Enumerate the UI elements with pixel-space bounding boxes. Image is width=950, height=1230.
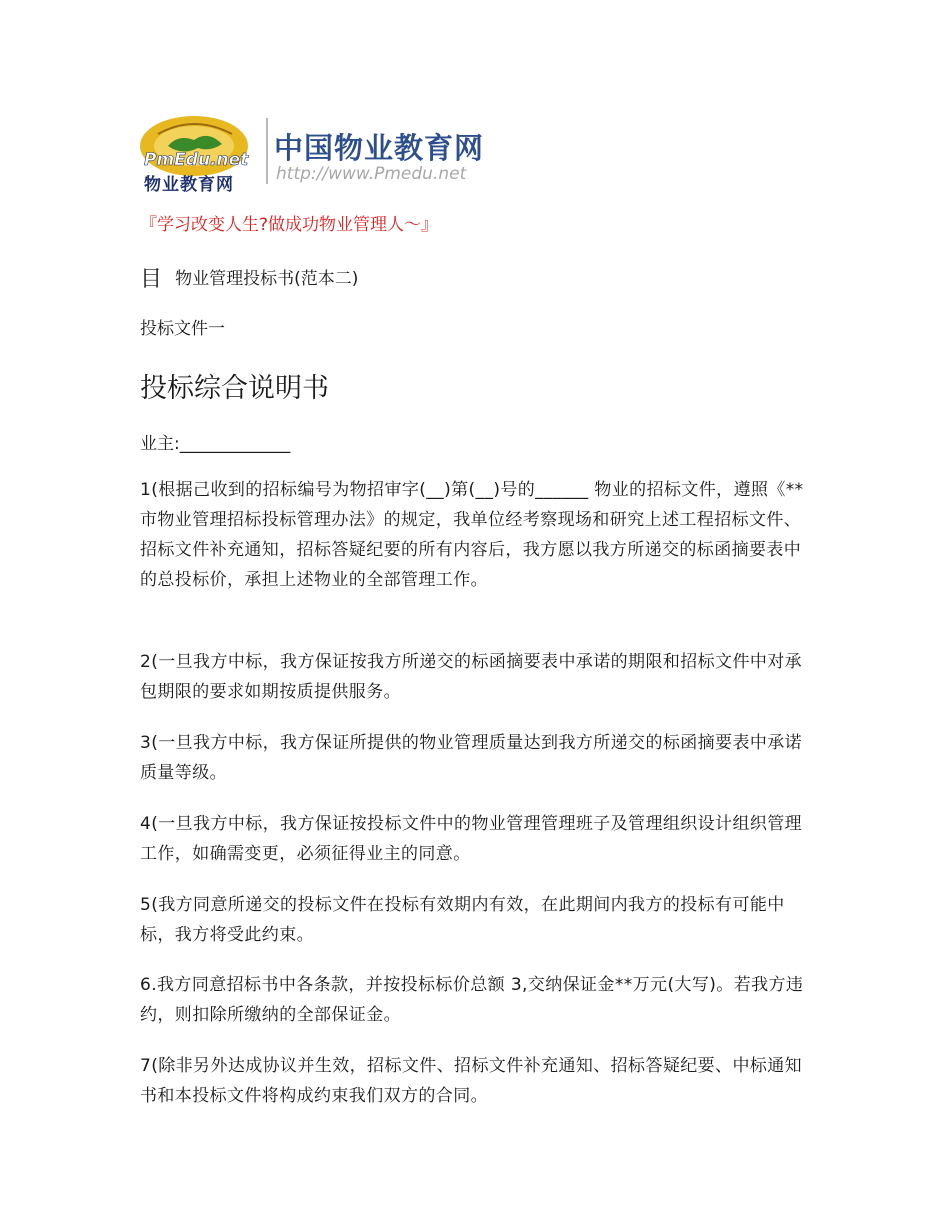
paragraph-6: 6.我方同意招标书中各条款，并按投标标价总额 3,交纳保证金**万元(大写)。若我方违约，则扣除所缴纳的全部保证金。 [140, 975, 804, 1025]
paragraph-5: 5(我方同意所递交的投标文件在投标有效期内有效，在此期间内我方的投标有可能中标，我方将受此约束。 [140, 895, 785, 945]
page-title: 投标综合说明书 [140, 373, 329, 404]
logo-divider [266, 118, 268, 184]
toc-title: 物业管理投标书(范本二) [175, 269, 359, 289]
paragraph-4: 4(一旦我方中标，我方保证按投标文件中的物业管理管理班子及管理组织设计组织管理工作，如确需变更，必须征得业主的同意。 [140, 814, 803, 864]
toc-line [140, 262, 358, 293]
file-label: 投标文件一 [140, 319, 225, 339]
logo-url: http://www.Pmedu.net [276, 164, 467, 184]
badge-cn-text: 物业教育网 [144, 175, 234, 195]
paragraph-2: 2(一旦我方中标，我方保证按我方所递交的标函摘要表中承诺的期限和招标文件中对承包期限的要求如期按质提供服务。 [140, 652, 803, 702]
owner-line: 业主:_____________ [140, 434, 291, 454]
badge-en-text: PmEdu.net [144, 150, 249, 170]
paragraph-7: 7(除非另外达成协议并生效，招标文件、招标文件补充通知、招标答疑纪要、中标通知书和本投标文件将构成约束我们双方的合同。 [140, 1056, 803, 1106]
toc-mark: 目 [140, 267, 163, 292]
site-logo [138, 112, 485, 195]
paragraph-3: 3(一旦我方中标，我方保证所提供的物业管理质量达到我方所递交的标函摘要表中承诺质量等级。 [140, 733, 803, 783]
paragraph-1: 1(根据己收到的招标编号为物招审字(__)第(__)号的______ 物业的招标文件，遵照《**市物业管理招标投标管理办法》的规定，我单位经考察现场和研究上述工程招标文件、招标文件补充通知，招标答疑纪要的所有内容后，我方愿以我方所递交的标函摘要表中的总投标价，承担上述物业的全部管理工作。 [140, 480, 804, 590]
slogan: 『学习改变人生?做成功物业管理人～』 [140, 215, 439, 235]
logo-title: 中国物业教育网 [274, 131, 485, 165]
